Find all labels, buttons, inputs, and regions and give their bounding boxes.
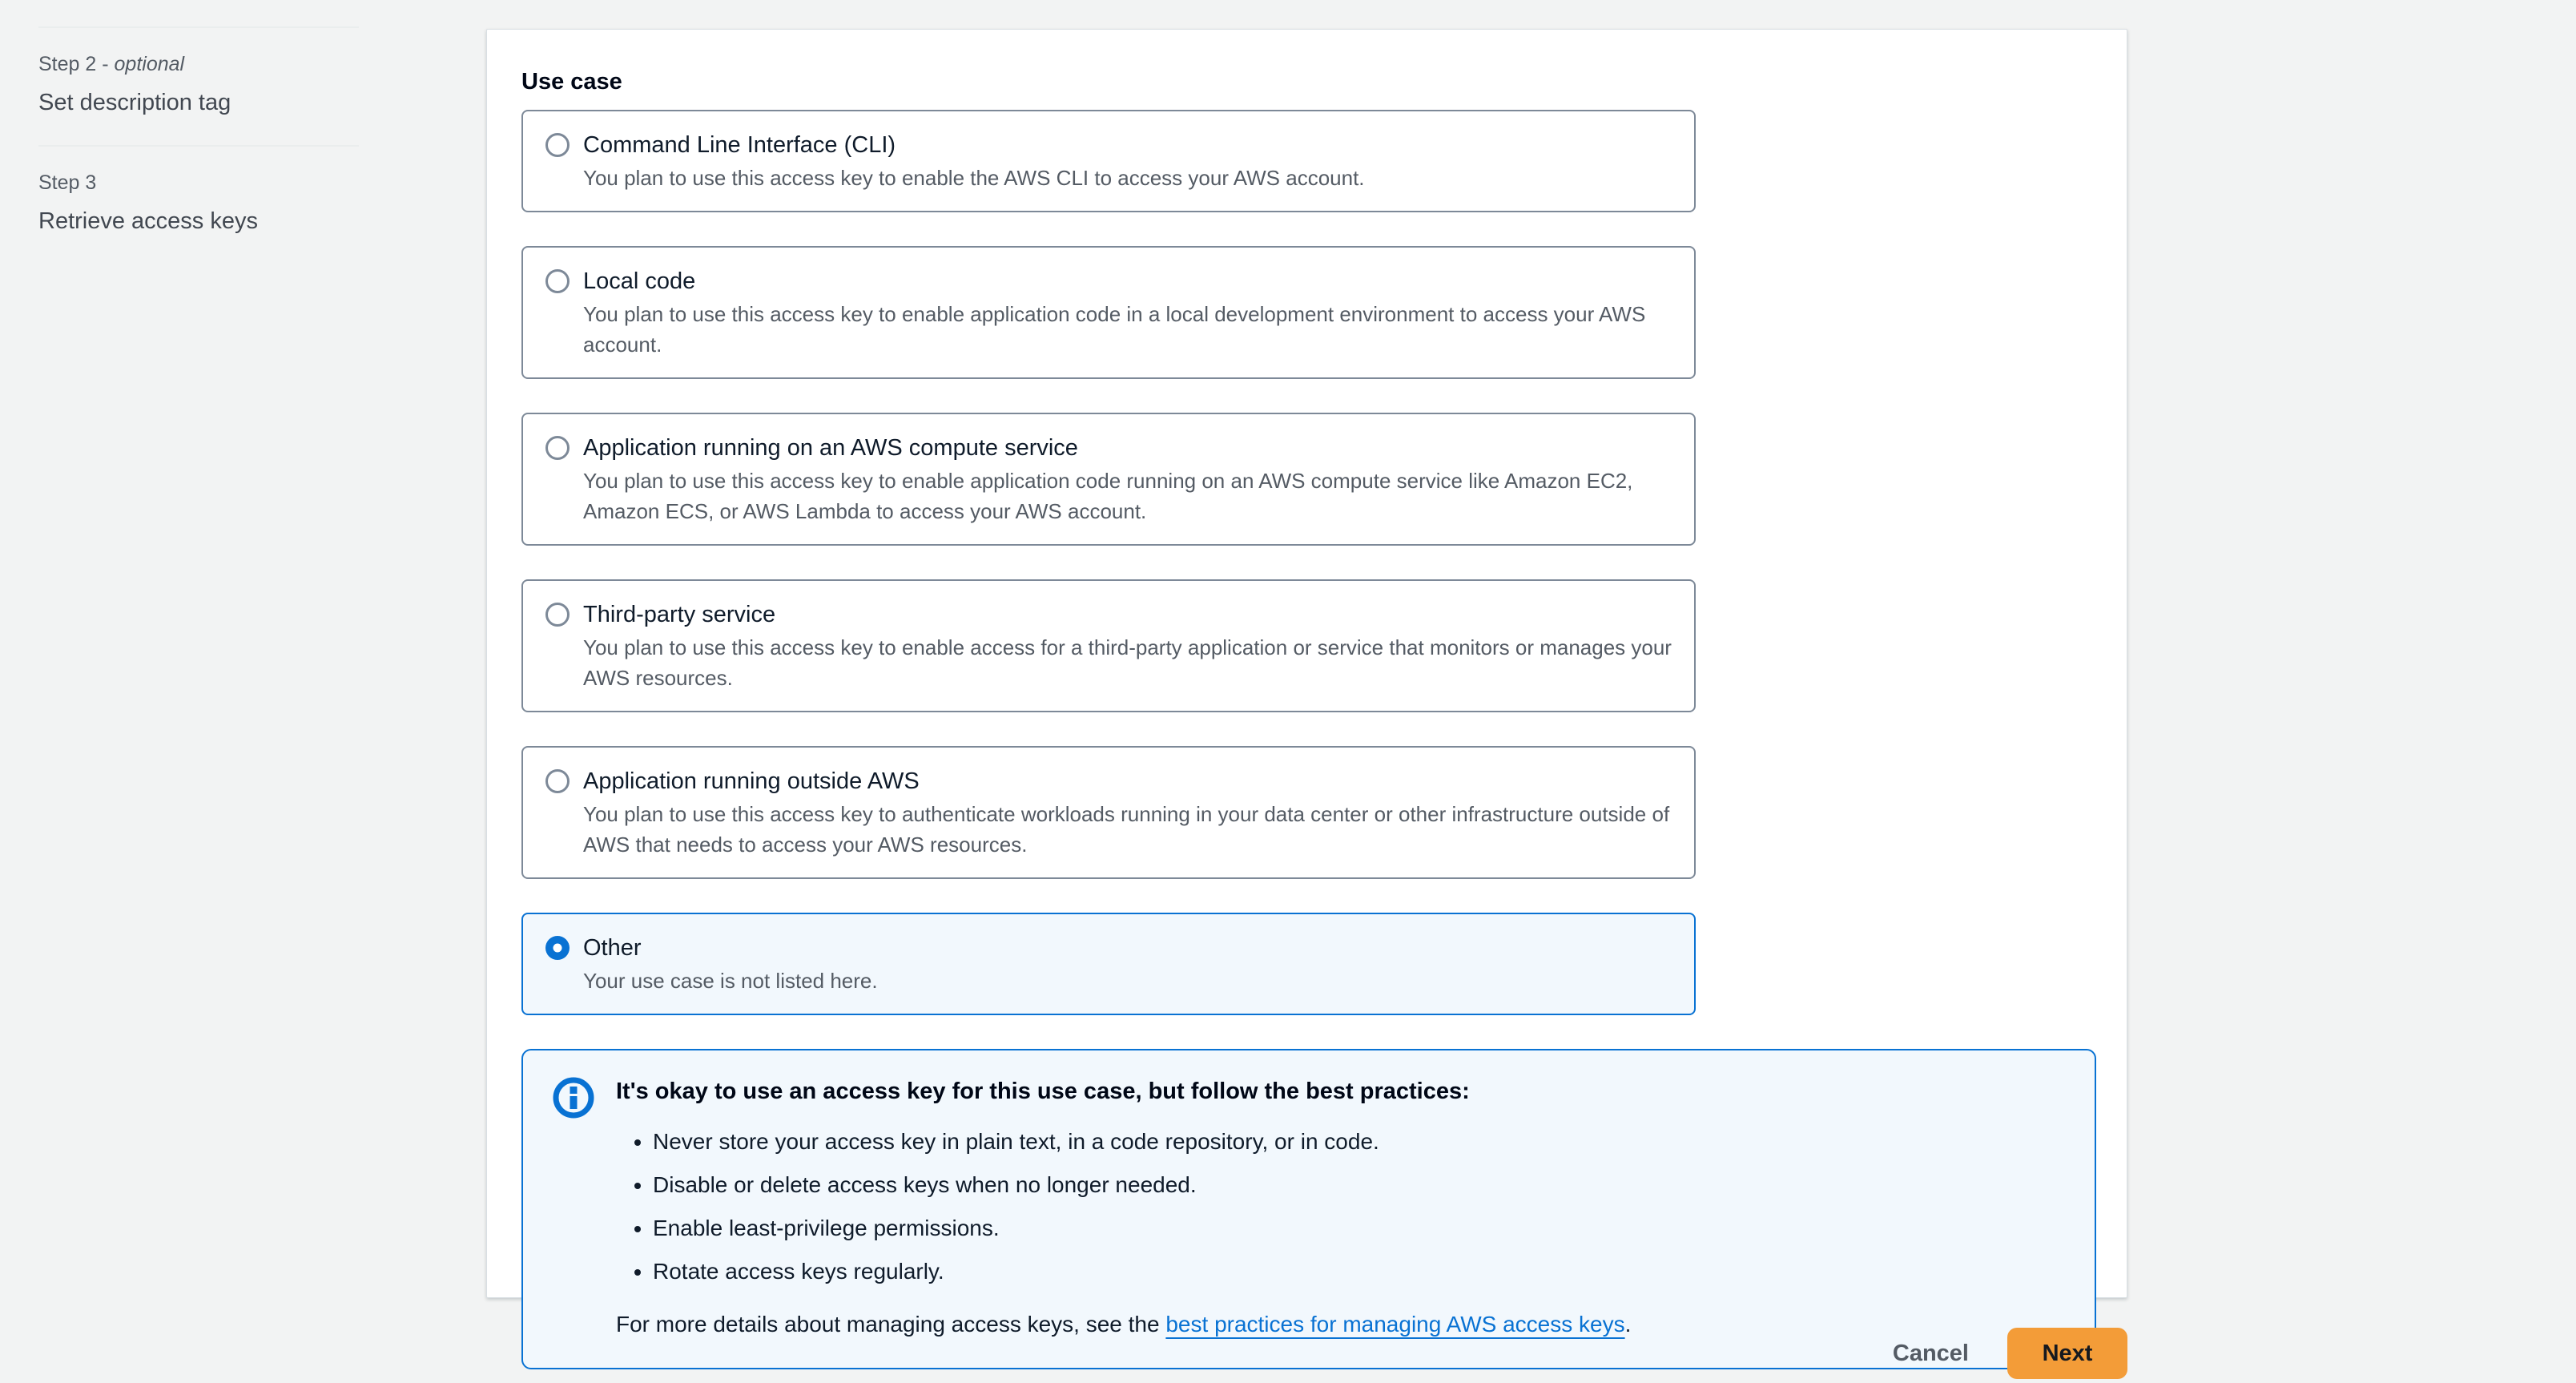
option-label: Third-party service xyxy=(583,602,776,627)
next-button[interactable]: Next xyxy=(2007,1328,2127,1379)
option-label: Other xyxy=(583,935,642,961)
cancel-button[interactable]: Cancel xyxy=(1877,1329,1985,1378)
option-description: You plan to use this access key to authenticate workloads running in your data center or other infrastructure outside of AWS that needs to access your AWS resources. xyxy=(583,802,1670,857)
option-description: You plan to use this access key to enable application code in a local development environment to access your AWS account. xyxy=(583,302,1646,357)
radio-icon[interactable] xyxy=(545,436,570,460)
radio-selected-icon[interactable] xyxy=(545,936,570,960)
best-practice-item: • Enable least-privilege permissions. xyxy=(653,1212,1631,1244)
best-practice-item: • Disable or delete access keys when no longer needed. xyxy=(653,1169,1631,1201)
nav-step-retrieve-access-keys[interactable]: Retrieve access keys xyxy=(38,208,258,234)
radio-icon[interactable] xyxy=(545,133,570,157)
best-practices-list xyxy=(653,1126,1631,1288)
wizard-actions xyxy=(1877,1328,2127,1379)
option-description: You plan to use this access key to enable application code running on an AWS compute service like Amazon EC2, Amazon ECS, or AWS Lambda to access your AWS account. xyxy=(583,469,1633,523)
use-case-options xyxy=(521,110,1696,1015)
use-case-field-label: Use case xyxy=(521,69,622,95)
radio-icon[interactable] xyxy=(545,269,570,293)
nav-step-2 xyxy=(38,28,359,145)
option-description: You plan to use this access key to enable access for a third-party application or service that monitors or manages your AWS resources. xyxy=(583,635,1672,690)
best-practices-info-alert xyxy=(521,1049,2096,1369)
use-case-option-local-code[interactable] xyxy=(521,246,1696,379)
info-icon xyxy=(552,1076,595,1119)
wizard-step-nav xyxy=(38,0,359,264)
use-case-option-outside-aws[interactable] xyxy=(521,746,1696,879)
best-practices-link[interactable]: best practices for managing AWS access keys xyxy=(1165,1312,1625,1337)
radio-icon[interactable] xyxy=(545,603,570,627)
option-description: You plan to use this access key to enable the AWS CLI to access your AWS account. xyxy=(583,166,1365,190)
option-label: Local code xyxy=(583,268,696,294)
use-case-option-other[interactable] xyxy=(521,913,1696,1015)
best-practice-item: • Rotate access keys regularly. xyxy=(653,1256,1631,1288)
use-case-option-aws-compute-service[interactable] xyxy=(521,413,1696,546)
option-label: Application running outside AWS xyxy=(583,768,920,794)
nav-step-set-description-tag[interactable]: Set description tag xyxy=(38,90,231,115)
step-label: Step 2 - optional xyxy=(38,53,185,75)
option-label: Application running on an AWS compute service xyxy=(583,435,1078,461)
step-label: Step 3 xyxy=(38,171,97,194)
alert-footer: For more details about managing access keys, see the best practices for managing AWS access keys. xyxy=(616,1312,1632,1337)
radio-icon[interactable] xyxy=(545,769,570,793)
nav-step-3 xyxy=(38,147,359,264)
best-practice-item: • Never store your access key in plain text, in a code repository, or in code. xyxy=(653,1126,1631,1158)
use-case-option-cli[interactable] xyxy=(521,110,1696,212)
option-label: Command Line Interface (CLI) xyxy=(583,132,896,158)
option-description: Your use case is not listed here. xyxy=(583,969,878,993)
alert-heading: It's okay to use an access key for this use case, but follow the best practices: xyxy=(616,1079,1470,1104)
use-case-option-third-party-service[interactable] xyxy=(521,579,1696,712)
use-case-panel xyxy=(486,29,2127,1337)
